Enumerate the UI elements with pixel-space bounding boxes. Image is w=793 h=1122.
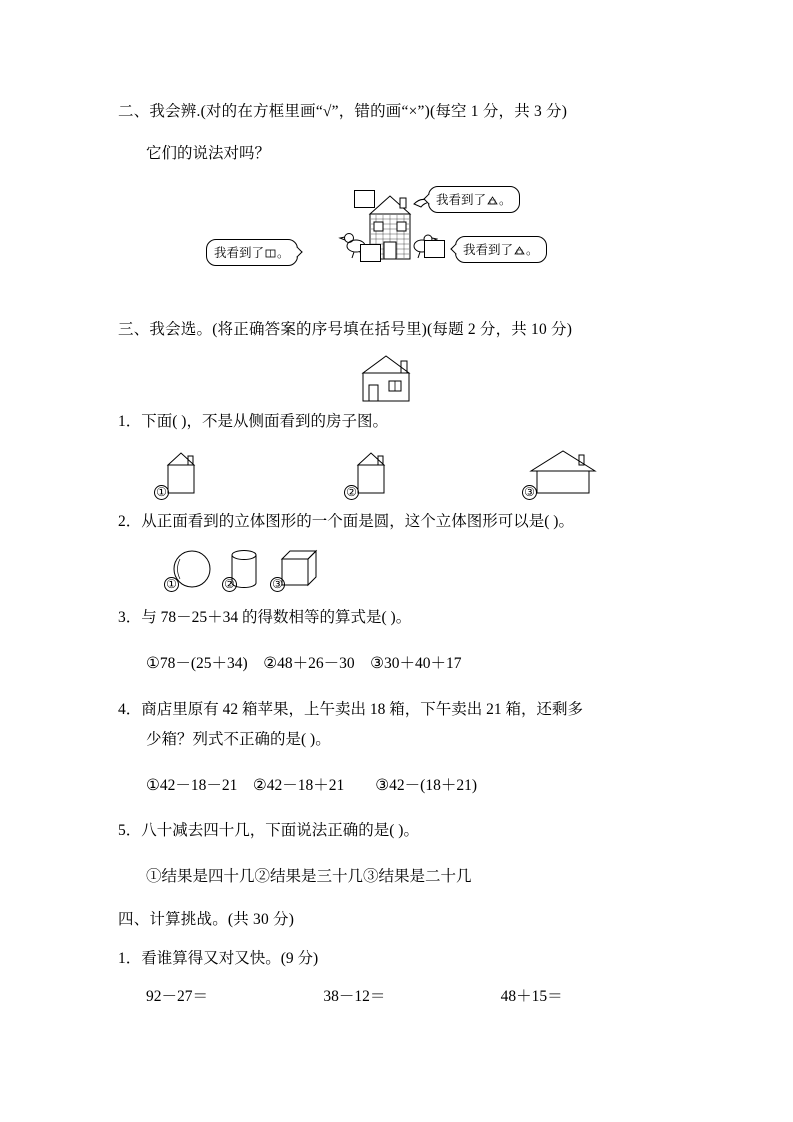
- option-sphere-label: ①: [164, 577, 179, 592]
- section-three: [118, 318, 678, 893]
- section-four-question-1-text: 看谁算得又对又快。(9 分): [141, 949, 319, 967]
- section-three-title: 三、我会选。(将正确答案的序号填在括号里)(每题 2 分，共 10 分): [118, 320, 573, 338]
- calculation-item-1[interactable]: 92－27＝: [146, 987, 209, 1005]
- question-3: [118, 603, 678, 633]
- house-viewpoints-figure: [118, 184, 678, 304]
- calculation-item-3[interactable]: 48＋15＝: [500, 987, 563, 1005]
- option-1-label: ①: [154, 485, 169, 500]
- question-5-number: 5．: [118, 822, 142, 840]
- calculation-item-2[interactable]: 38－12＝: [323, 987, 386, 1005]
- question-2-text: 从正面看到的立体图形的一个面是圆，这个立体图形可以是( )。: [141, 513, 574, 531]
- speech-bubble-left: 我看到了 。: [206, 239, 298, 266]
- section-four-title: 四、计算挑战。(共 30 分): [118, 911, 295, 929]
- question-3-number: 3．: [118, 609, 142, 627]
- section-four-question-1-number: 1．: [118, 949, 142, 967]
- question-4-number: 4．: [118, 700, 142, 718]
- speech-bubble-top: 我看到了 。: [428, 186, 520, 213]
- option-2-label: ②: [344, 485, 359, 500]
- section-two-title: 二、我会辨.(对的在方框里画“√”，错的画“×”)(每空 1 分，共 3 分): [118, 103, 568, 120]
- question-1-options: [118, 441, 678, 507]
- question-2-number: 2．: [118, 513, 142, 531]
- question-4-line2: 少箱？列式不正确的是( )。: [146, 731, 331, 749]
- option-cube-label: ③: [270, 577, 285, 592]
- question-1-text: 下面( )，不是从侧面看到的房子图。: [141, 412, 388, 430]
- question-4-text-line1: 商店里原有 42 箱苹果，上午卖出 18 箱，下午卖出 21 箱，还剩多: [141, 700, 584, 718]
- answer-box-right[interactable]: [424, 240, 445, 258]
- question-3-text: 与 78－25＋34 的得数相等的算式是( )。: [141, 609, 412, 627]
- reference-house-figure: [118, 345, 678, 407]
- answer-box-left[interactable]: [360, 244, 381, 262]
- speech-bubble-right-text: 我看到了: [463, 242, 514, 257]
- section-four-question-1: [118, 944, 678, 974]
- section-two: [118, 100, 678, 304]
- question-1: [118, 407, 678, 437]
- speech-bubble-top-text: 我看到了: [436, 192, 487, 207]
- speech-bubble-right: 我看到了 。: [455, 236, 547, 263]
- question-4-options[interactable]: ①42－18－21 ②42－18＋21 ③42－(18＋21): [146, 776, 478, 794]
- question-2: [118, 507, 678, 537]
- page-content: [118, 100, 678, 1006]
- option-cylinder-label: ②: [222, 577, 237, 592]
- option-3-label: ③: [522, 485, 537, 500]
- answer-box-top[interactable]: [354, 190, 375, 208]
- question-5-options[interactable]: ①结果是四十几②结果是三十几③结果是二十几: [146, 868, 472, 886]
- speech-bubble-left-text: 我看到了: [214, 245, 265, 260]
- question-5: [118, 816, 678, 846]
- question-1-number: 1．: [118, 412, 142, 430]
- question-4: [118, 695, 678, 725]
- section-two-prompt: 它们的说法对吗？: [146, 144, 271, 162]
- question-2-options: [118, 541, 678, 599]
- question-5-text: 八十减去四十几，下面说法正确的是( )。: [141, 822, 419, 840]
- section-four: [118, 908, 678, 1005]
- calculation-row: [146, 984, 678, 1006]
- question-3-options[interactable]: ①78－(25＋34) ②48＋26－30 ③30＋40＋17: [146, 655, 462, 673]
